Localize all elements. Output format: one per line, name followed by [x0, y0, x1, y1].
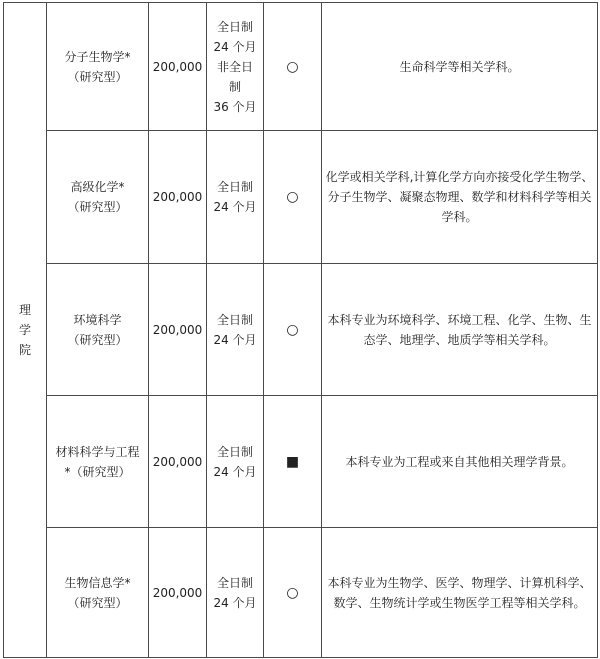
tuition-fee: 200,000: [149, 3, 207, 131]
program-name: 材料科学与工程 *（研究型）: [47, 396, 149, 528]
admission-requirement: 生命科学等相关学科。: [322, 3, 598, 131]
study-duration: 全日制 24 个月: [207, 528, 264, 658]
mode-mark-circle-icon: ○: [264, 131, 322, 264]
tuition-fee: 200,000: [149, 131, 207, 264]
school-char: 院: [18, 343, 31, 357]
table-row: [4, 396, 598, 528]
admission-requirement: 本科专业为环境科学、环境工程、化学、生物、生态学、地理学、地质学等相关学科。: [322, 264, 598, 396]
school-cell: [4, 3, 47, 658]
table-row: [4, 528, 598, 658]
tuition-fee: 200,000: [149, 528, 207, 658]
school-char: 学: [18, 323, 31, 337]
admission-requirement: 本科专业为工程或来自其他相关理学背景。: [322, 396, 598, 528]
study-duration: 全日制 24 个月: [207, 396, 264, 528]
program-name: 高级化学* （研究型）: [47, 131, 149, 264]
program-name: 分子生物学* （研究型）: [47, 3, 149, 131]
tuition-fee: 200,000: [149, 396, 207, 528]
admission-requirement: 本科专业为生物学、医学、物理学、计算机科学、数学、生物统计学或生物医学工程等相关学科。: [322, 528, 598, 658]
table-row: [4, 264, 598, 396]
admission-requirement: 化学或相关学科,计算化学方向亦接受化学生物学、分子生物学、凝聚态物理、数学和材料科学等相关学科。: [322, 131, 598, 264]
study-duration: 全日制 24 个月 非全日 制 36 个月: [207, 3, 264, 131]
program-name: 环境科学 （研究型）: [47, 264, 149, 396]
mode-mark-circle-icon: ○: [264, 264, 322, 396]
program-name: 生物信息学* （研究型）: [47, 528, 149, 658]
study-duration: 全日制 24 个月: [207, 264, 264, 396]
school-char: 理: [18, 303, 31, 317]
mode-mark-circle-icon: ○: [264, 528, 322, 658]
mode-mark-circle-icon: ○: [264, 3, 322, 131]
programs-table: [3, 2, 598, 658]
table-row: [4, 3, 598, 131]
study-duration: 全日制 24 个月: [207, 131, 264, 264]
table-row: [4, 131, 598, 264]
mode-mark-square-icon: ■: [264, 396, 322, 528]
tuition-fee: 200,000: [149, 264, 207, 396]
